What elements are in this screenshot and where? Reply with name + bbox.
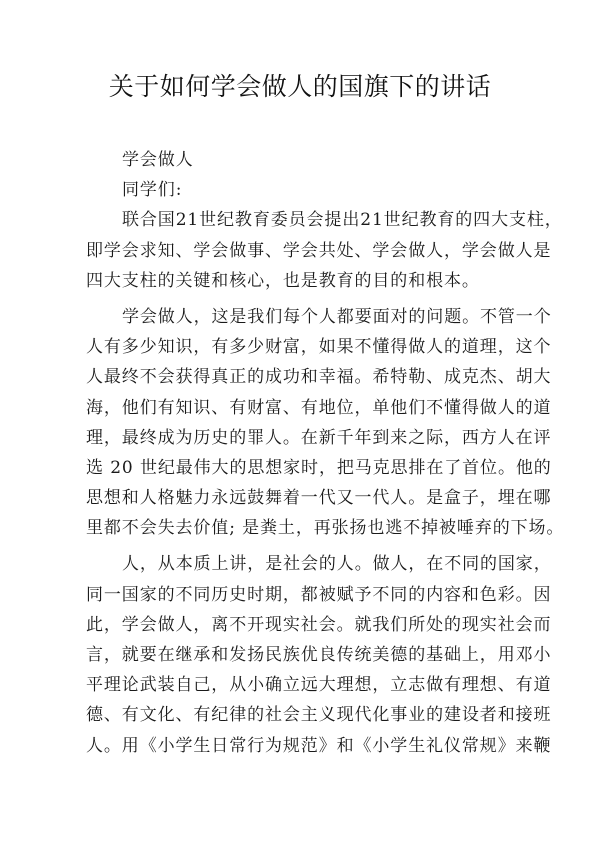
text-line: 海，他们有知识、有财富、有地位，单他们不懂得做人的道 [86,397,552,418]
text-line: 言，就要在继承和发扬民族优良传统美德的基础上，用邓小 [86,645,552,665]
paragraph [86,302,565,544]
text-line: 人，从本质上讲，是社会的人。做人，在不同的国家， [122,554,552,575]
text-line: 联合国21世纪教育委员会提出21世纪教育的四大支柱， [122,210,563,231]
text-line: 人最终不会获得真正的成功和幸福。希特勒、成克杰、胡大 [86,367,552,388]
text-line: 学会做人，这是我们每个人都要面对的问题。不管一个 [122,306,552,327]
text-line: 德、有文化、有纪律的社会主义现代化事业的建设者和接班 [86,705,552,726]
text-line: 理，最终成为历史的罪人。在新千年到来之际，西方人在评 [86,427,552,448]
text-line: 即学会求知、学会做事、学会共处、学会做人，学会做人是 [86,240,552,261]
paragraph [86,205,563,296]
text-line: 人有多少知识，有多少财富，如果不懂得做人的道理，这个 [86,337,552,358]
paragraph [86,549,552,760]
text-line: 此，学会做人，离不开现实社会。就我们所处的现实社会而 [86,614,552,635]
document-title: 关于如何学会做人的国旗下的讲话 [108,72,492,101]
subtitle-line: 学会做人 [122,150,194,170]
text-line: 选 20 世纪最伟大的思想家时，把马克思排在了首位。他的 [86,457,552,478]
salutation-line: 同学们: [122,180,183,201]
text-line: 同一国家的不同历史时期，都被赋予不同的内容和色彩。因 [86,584,552,605]
text-line: 里都不会失去价值; 是粪土，再张扬也逃不掉被唾弃的下场。 [86,518,565,539]
text-line: 平理论武装自己，从小确立远大理想，立志做有理想、有道 [86,675,552,696]
document-body [86,145,565,761]
text-line: 四大支柱的关键和核心，也是教育的目的和根本。 [86,270,480,291]
text-line: 人。用《小学生日常行为规范》和《小学生礼仪常规》来鞭 [86,735,552,756]
text-line: 思想和人格魅力永远鼓舞着一代又一代人。是盒子，埋在哪 [86,488,552,509]
